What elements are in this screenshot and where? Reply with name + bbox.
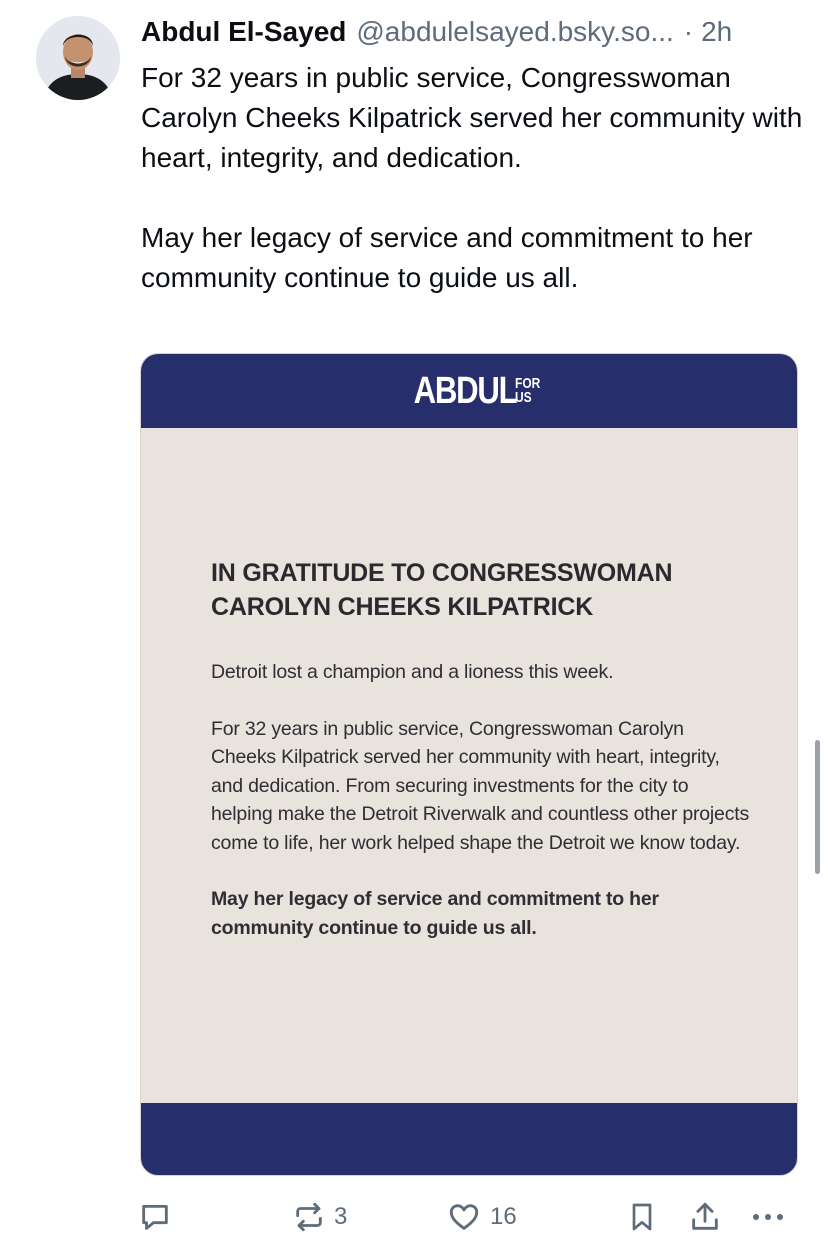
card-title: IN GRATITUDE TO CONGRESSWOMAN CAROLYN CHEEKS KILPATRICK [211,559,673,621]
more-options-button[interactable] [750,1200,786,1234]
reply-bubble-icon [138,1200,172,1234]
logo-small-text [515,377,540,405]
share-button[interactable] [688,1200,722,1234]
post-timestamp[interactable]: 2h [701,16,733,47]
bookmark-button[interactable] [626,1200,658,1234]
more-horizontal-icon [750,1200,786,1234]
abdul-for-us-logo [391,370,546,413]
post-paragraph-2: May her legacy of service and commitment to her community continue to guide us all. [141,222,753,293]
post-paragraph-1: For 32 years in public service, Congresswoman Carolyn Cheeks Kilpatrick served her community with heart, integrity, and dedication. [141,62,803,173]
reply-button[interactable] [138,1200,172,1234]
card-header-band [141,354,797,428]
card-content [211,556,751,942]
logo-us-text: US [514,389,532,406]
logo-main-text: ABDUL [414,369,517,412]
card-footer-band [141,1103,797,1175]
author-name[interactable]: Abdul El-Sayed [141,16,347,47]
card-paragraph-1: Detroit lost a champion and a lioness this week. [211,661,614,683]
heart-icon [446,1200,482,1234]
separator-dot: · [683,16,694,47]
like-button[interactable] [446,1200,517,1234]
share-icon [688,1200,722,1234]
post-header [141,14,806,50]
card-paragraph-2: For 32 years in public service, Congresswoman Carolyn Cheeks Kilpatrick served her community with heart, integrity, and dedication. From securing investments for the city to helping make the Detroit Riverwalk and countless other projects come to life, her work helped shape the Detroit we know today. [211,717,750,854]
post-text [141,58,811,298]
avatar[interactable] [36,16,120,100]
card-paragraph-3: May her legacy of service and commitment to her community continue to guide us all. [211,888,659,939]
repost-count: 3 [334,1203,348,1230]
author-handle[interactable]: @abdulelsayed.bsky.so... [356,16,674,47]
bookmark-icon [626,1200,658,1234]
scrollbar[interactable] [815,740,820,874]
like-count: 16 [490,1203,517,1230]
logo-for-text: FOR [514,375,541,392]
avatar-photo-icon [36,16,120,100]
post-actions [0,1190,828,1244]
repost-icon [292,1200,326,1234]
post-image-card[interactable] [140,353,798,1176]
repost-button[interactable] [292,1200,347,1234]
